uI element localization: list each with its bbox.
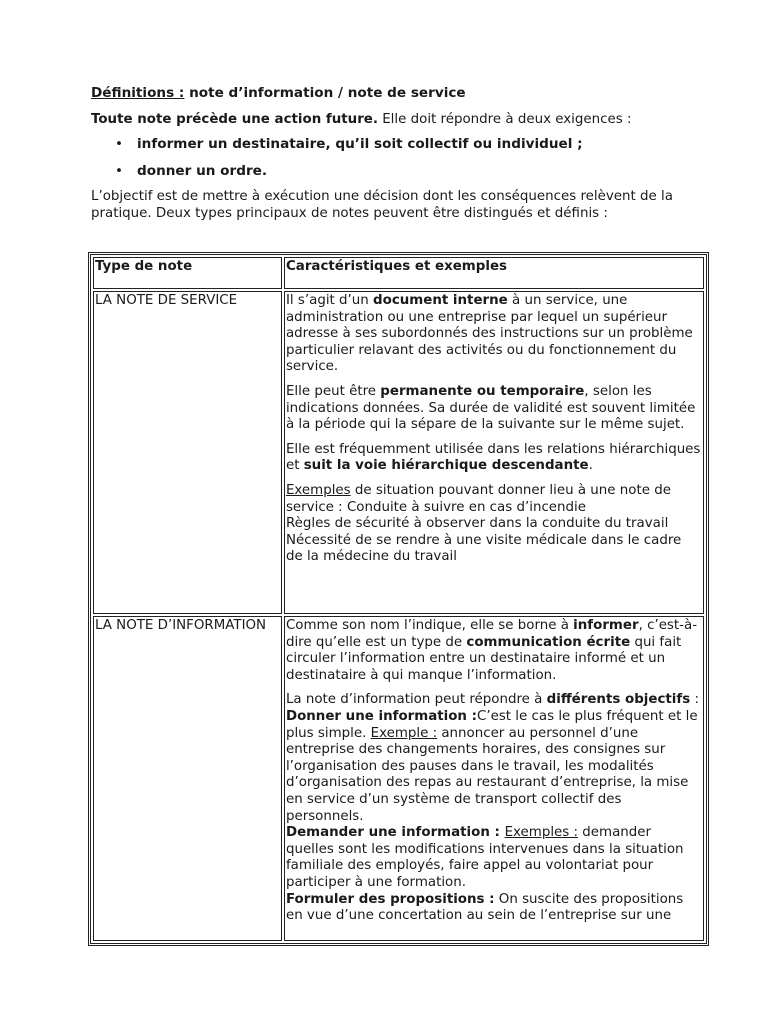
example-label: Exemple : [370, 725, 438, 741]
objective-paragraph: L’objectif est de mettre à exécution une décision dont les conséquences relèvent de la pratique. Deux types principaux de notes peuvent être distingués et définis : [91, 189, 673, 221]
text: La note d’information peut répondre à [285, 692, 547, 708]
service-type-cell [93, 291, 282, 614]
requirements-list [91, 135, 711, 180]
objective-title: Formuler des propositions : [285, 891, 495, 907]
intro-bold: Toute note précède une action future. [91, 112, 378, 127]
title-label: Définitions : [91, 85, 185, 101]
text: On suscite des propositions en vue d’une concertation au sein de l’entreprise sur une [285, 891, 684, 924]
text: qui fait circuler l’information entre un destinataire informé et un destinataire à qui manque l’information. [285, 634, 682, 683]
service-examples [286, 483, 702, 566]
list-item: • informer un destinataire, qu’il soit collectif ou individuel ; [137, 135, 711, 153]
service-paragraph-2 [286, 384, 702, 434]
page-title [91, 84, 711, 102]
bold-text: permanente ou temporaire [380, 383, 585, 399]
text: . [588, 458, 593, 474]
notes-table [88, 252, 709, 946]
text: , selon les indications données. Sa durée de validité est souvent limitée à la période qui la sépare de la suivante sur le même sujet. [285, 383, 696, 433]
table-row [93, 291, 704, 614]
service-paragraph-3 [286, 442, 702, 475]
intro-rest: Elle doit répondre à deux exigences : [377, 112, 632, 127]
intro-text [91, 111, 711, 129]
text: à un service, une administration ou une entreprise par lequel un supérieur adresse à ses subordonnés des instructions sur un problème particulier relavant des activités ou du fonctionnement du service. [285, 293, 693, 375]
service-type: LA NOTE DE SERVICE [95, 293, 238, 308]
bold-text: informer [573, 618, 639, 633]
objective-title: Donner une information : [285, 708, 477, 724]
information-type: LA NOTE D’INFORMATION [95, 618, 267, 633]
information-details-cell [284, 616, 704, 941]
text: demander quelles sont les modifications intervenues dans la situation familiale des employés, faire appel au volontariat pour participer à une formation. [285, 825, 684, 890]
bold-text: différents objectifs [546, 692, 691, 708]
text: Comme son nom l’indique, elle se borne à [285, 618, 574, 633]
table-header-row [93, 257, 704, 289]
text: Elle peut être [285, 383, 381, 399]
example-line: Règles de sécurité à observer dans la conduite du travail [285, 516, 669, 532]
text: annoncer au personnel d’une entreprise des changements horaires, des consignes sur l’organisation des pauses dans le travail, les modalités d’organisation des repas au restaurant d’entreprise, la mise en service d’un système de transport collectif des personnels. [285, 725, 689, 824]
list-item: • donner un ordre. [137, 162, 711, 180]
example-line: Nécessité de se rendre à une visite médicale dans le cadre de la médecine du travail [285, 532, 682, 565]
examples-label: Exemples [285, 482, 351, 498]
bold-text: communication écrite [466, 634, 631, 650]
header-characteristics: Caractéristiques et exemples [284, 257, 704, 289]
objective-title: Demander une information : [285, 825, 505, 841]
example-label: Exemples : [504, 825, 579, 841]
text: Il s’agit d’un [285, 293, 374, 308]
table-row [93, 616, 704, 941]
information-paragraph-1 [286, 618, 702, 684]
information-paragraph-2 [286, 692, 702, 924]
information-type-cell [93, 616, 282, 941]
text: : [690, 692, 699, 708]
title-rest: note d’information / note de service [184, 85, 466, 101]
text: Elle est fréquemment utilisée dans les relations hiérarchiques et [285, 441, 701, 474]
document-page [91, 84, 711, 222]
bold-text: document interne [373, 293, 508, 308]
information-content [286, 618, 702, 938]
bold-text: suit la voie hiérarchique descendante [303, 458, 589, 474]
text: de situation pouvant donner lieu à une note de service : Conduite à suivre en cas d’incendie [285, 482, 671, 515]
service-paragraph-1 [286, 293, 702, 376]
text: , c’est-à-dire qu’elle est un type de [285, 618, 698, 650]
service-details-cell [284, 291, 704, 614]
header-type: Type de note [93, 257, 282, 289]
text: C’est le cas le plus fréquent et le plus simple. [285, 708, 698, 741]
